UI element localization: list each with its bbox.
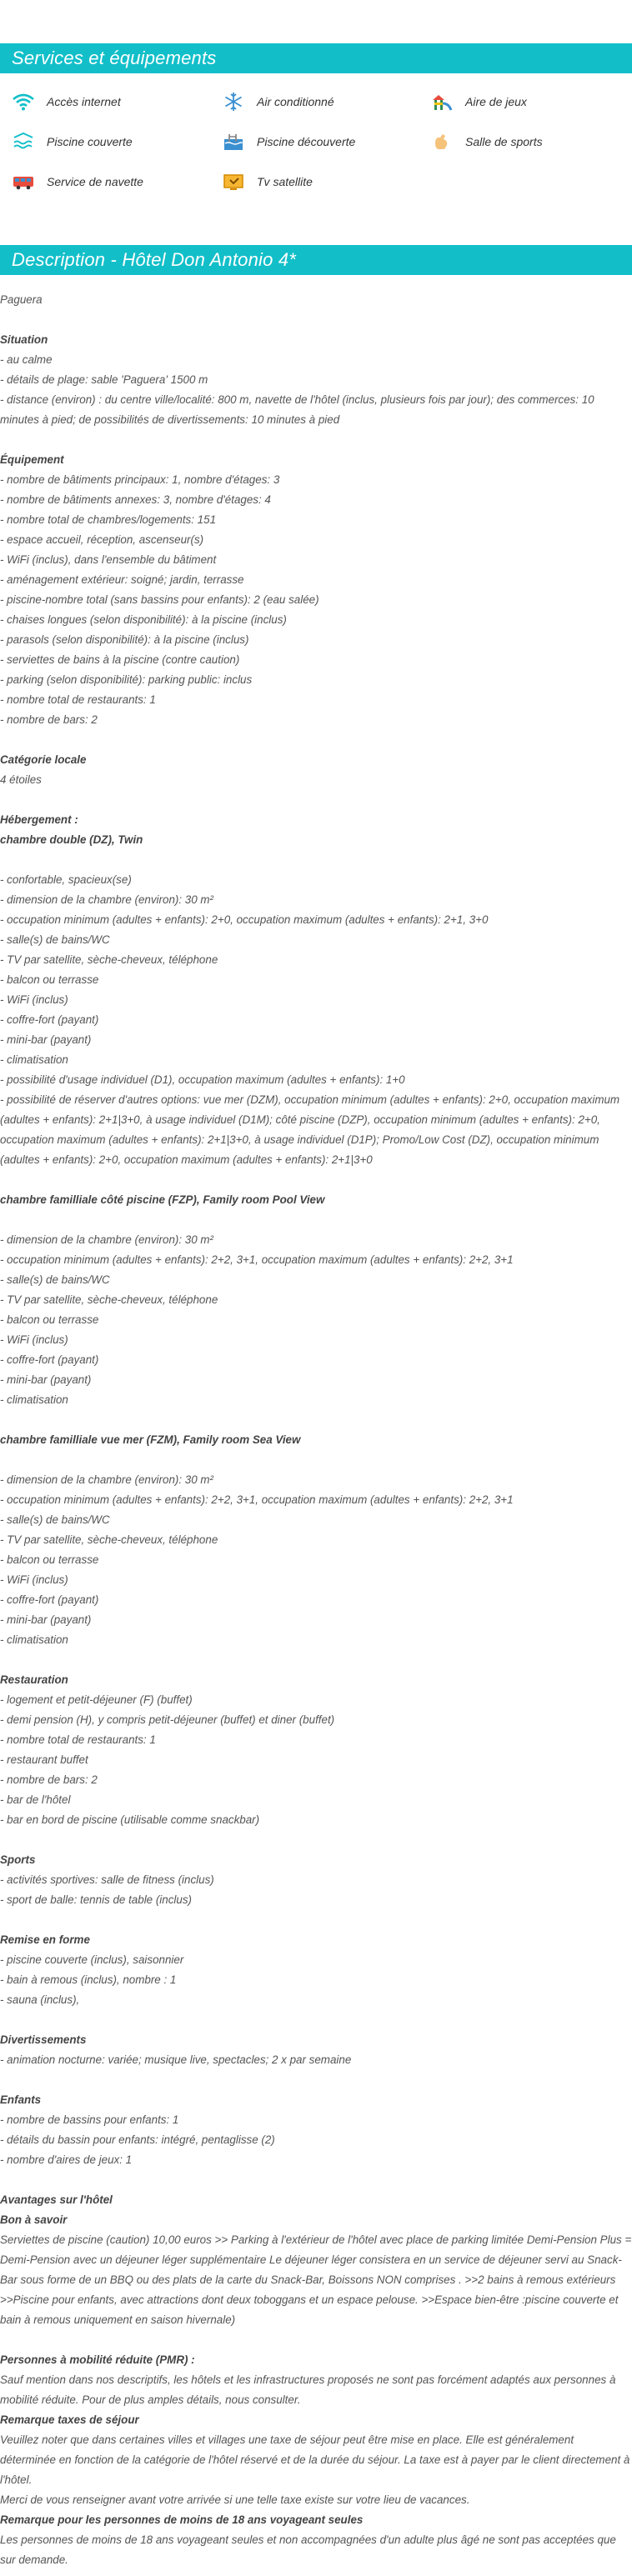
description-heading: Enfants [0,2093,42,2106]
description-line: - espace accueil, réception, ascenseur(s) [0,533,204,546]
description-line: - dimension de la chambre (environ): 30 m² [0,1233,214,1246]
description-line: - nombre de bassins pour enfants: 1 [0,2113,179,2126]
description-line: - WiFi (inclus) [0,1573,68,1586]
description-heading: chambre double (DZ), Twin [0,833,143,846]
description-line: - mini-bar (payant) [0,1033,92,1046]
description-heading: Divertissements [0,2033,87,2046]
block-spacer [0,790,632,810]
block-spacer [0,1830,632,1850]
description-heading: Situation [0,333,48,346]
description-line: - TV par satellite, sèche-cheveux, téléphone [0,1293,218,1306]
snowflake-icon [220,90,247,113]
description-line: - occupation minimum (adultes + enfants): 2+2, 3+1, occupation maximum (adultes + enfants): 2+2, 3+1 [0,1253,514,1266]
description-line: - WiFi (inclus), dans l'ensemble du bâtiment [0,553,217,566]
amenity-label: Tv satellite [257,175,313,188]
description-heading: chambre familliale vue mer (FZM), Family room Sea View [0,1433,301,1446]
amenity-label: Service de navette [47,175,143,188]
block-spacer [0,730,632,750]
description-line: - nombre de bars: 2 [0,1773,98,1786]
amenity-label: Accès internet [47,95,121,108]
description-line: - climatisation [0,1633,68,1646]
description-line: - WiFi (inclus) [0,993,68,1006]
satellite-tv-icon [220,170,247,193]
block-spacer [0,1170,632,1190]
description-line: - coffre-fort (payant) [0,1353,99,1366]
description-heading: chambre familliale côté piscine (FZP), Family room Pool View [0,1193,325,1206]
description-line [0,1450,632,1470]
description-line: - TV par satellite, sèche-cheveux, téléphone [0,1533,218,1546]
description-line: - WiFi (inclus) [0,1333,68,1346]
description-line: - coffre-fort (payant) [0,1593,99,1606]
description-line: - dimension de la chambre (environ): 30 m² [0,1473,214,1486]
description-line: - balcon ou terrasse [0,1553,99,1566]
indoor-pool-icon [10,130,37,153]
description-line: - restaurant buffet [0,1753,88,1766]
description-line: - activités sportives: salle de fitness (inclus) [0,1873,214,1886]
shuttle-bus-icon [10,170,37,193]
description-line: - climatisation [0,1053,68,1066]
description-line: - occupation minimum (adultes + enfants): 2+2, 3+1, occupation maximum (adultes + enfants): 2+2, 3+1 [0,1493,514,1506]
description-line: Paguera [0,293,43,306]
block-spacer [0,1910,632,1930]
description-heading: Restauration [0,1673,68,1686]
description-heading: Remarque taxes de séjour [0,2413,139,2426]
description-line: - bain à remous (inclus), nombre : 1 [0,1973,177,1986]
description-heading: Hébergement : [0,813,78,826]
services-section-title: Services et équipements [0,43,632,73]
amenity-air-conditioning [220,88,334,115]
block-spacer [0,2010,632,2030]
description-line: - mini-bar (payant) [0,1613,92,1626]
amenity-indoor-pool [10,128,133,155]
block-spacer [0,430,632,450]
block-spacer [0,1650,632,1670]
description-line: - détails du bassin pour enfants: intégré, pentaglisse (2) [0,2133,275,2146]
description-line: - piscine-nombre total (sans bassins pour enfants): 2 (eau salée) [0,593,319,606]
description-line: - nombre de bâtiments annexes: 3, nombre d'étages: 4 [0,493,271,506]
fitness-icon [429,130,455,153]
description-line: - dimension de la chambre (environ): 30 m² [0,893,214,906]
description-line: - nombre total de restaurants: 1 [0,1733,156,1746]
amenities-grid [0,88,632,205]
description-line: - nombre total de chambres/logements: 151 [0,513,217,526]
description-line: - piscine couverte (inclus), saisonnier [0,1953,184,1966]
description-line: - salle(s) de bains/WC [0,933,110,946]
description-line: - coffre-fort (payant) [0,1013,99,1026]
description-line: Les personnes de moins de 18 ans voyageant seules et non accompagnées d'un adulte plus âgé ne sont pas acceptées que sur demande. [0,2533,616,2566]
amenity-shuttle [10,168,143,195]
description-line: Veuillez noter que dans certaines villes et villages une taxe de séjour peut être mise en place. Elle est généralement déterminée en fonction de la catégorie de l'hôtel réservé et de la durée du séjour. La taxe est à payer par le client directement à l'hôtel. [0,2433,630,2486]
description-line: - aménagement extérieur: soigné; jardin, terrasse [0,573,244,586]
description-line: - bar de l'hôtel [0,1793,71,1806]
outdoor-pool-icon [220,130,247,153]
amenity-outdoor-pool [220,128,355,155]
description-line: - détails de plage: sable 'Paguera' 1500 m [0,373,208,386]
description-line: Merci de vous renseigner avant votre arrivée si une telle taxe existe sur votre lieu de vacances. [0,2493,470,2506]
amenity-label: Air conditionné [257,95,334,108]
description-line: - parking (selon disponibilité): parking public: inclus [0,673,253,686]
block-spacer [0,1410,632,1430]
description-heading: Avantages sur l'hôtel [0,2193,113,2206]
wifi-icon [10,90,37,113]
amenity-satellite-tv [220,168,313,195]
description-heading: Remarque pour les personnes de moins de 18 ans voyageant seules [0,2513,364,2526]
description-line: - au calme [0,353,53,366]
description-line: - sauna (inclus), [0,1993,80,2006]
amenity-label: Piscine couverte [47,135,133,148]
description-line: - distance (environ) : du centre ville/localité: 800 m, navette de l'hôtel (inclus, plusieurs fois par jour); des commerces: 10 minutes à pied; de possibilités de divertissements: 10 minutes à pied [0,393,594,426]
description-line: - mini-bar (payant) [0,1373,92,1386]
description-line: - nombre de bars: 2 [0,713,98,726]
block-spacer [0,310,632,330]
description-heading: Sports [0,1853,36,1866]
block-spacer [0,2330,632,2350]
description-line: - nombre d'aires de jeux: 1 [0,2153,133,2166]
description-line: - animation nocturne: variée; musique live, spectacles; 2 x par semaine [0,2053,352,2066]
block-spacer [0,2170,632,2190]
description-heading: Équipement [0,453,64,466]
description-line: 4 étoiles [0,773,42,786]
description-line: Sauf mention dans nos descriptifs, les hôtels et les infrastructures proposés ne sont pas forcément adaptés aux personnes à mobilité réduite. Pour de plus amples détails, nous consulter. [0,2373,616,2406]
description-line: - balcon ou terrasse [0,973,99,986]
description-line [0,1210,632,1230]
amenity-label: Aire de jeux [465,95,527,108]
block-spacer [0,2070,632,2090]
amenity-playground [429,88,527,115]
description-line: - bar en bord de piscine (utilisable comme snackbar) [0,1813,260,1826]
description-heading: Personnes à mobilité réduite (PMR) : [0,2353,195,2366]
description-line: - chaises longues (selon disponibilité): à la piscine (inclus) [0,613,287,626]
amenity-label: Salle de sports [465,135,543,148]
description-line: - possibilité de réserver d'autres options: vue mer (DZM), occupation minimum (adultes + enfants): 2+0, occupation maximum (adultes + enfants): 2+1|3+0, à usage individuel (D1M); côté piscine (DZP), occupation minimum (adultes + enfants): 2+0, occupation maximum (adultes + enfants): 2+1|3+0, à usage individuel (D1P); Promo/Low Cost (DZ), occupation minimum (adultes + enfants): 2+0, occupation maximum (adultes + enfants): 2+1|3+0 [0,1093,620,1166]
amenity-internet [10,88,121,115]
description-line: - sport de balle: tennis de table (inclus) [0,1893,192,1906]
description-line: - climatisation [0,1393,68,1406]
description-line: - parasols (selon disponibilité): à la piscine (inclus) [0,633,249,646]
description-line: - confortable, spacieux(se) [0,873,132,886]
description-line: - possibilité d'usage individuel (D1), occupation maximum (adultes + enfants): 1+0 [0,1073,405,1086]
description-line: - nombre de bâtiments principaux: 1, nombre d'étages: 3 [0,473,280,486]
description-line: - salle(s) de bains/WC [0,1273,110,1286]
description-line: - occupation minimum (adultes + enfants): 2+0, occupation maximum (adultes + enfants): 2+1, 3+0 [0,913,489,926]
description-line: - TV par satellite, sèche-cheveux, téléphone [0,953,218,966]
amenity-fitness [429,128,543,155]
description-line: - logement et petit-déjeuner (F) (buffet) [0,1693,193,1706]
description-heading: Catégorie locale [0,753,87,766]
description-line [0,850,632,870]
description-line: - balcon ou terrasse [0,1313,99,1326]
description-section-title: Description - Hôtel Don Antonio 4* [0,245,632,275]
hotel-description [0,290,632,2570]
description-line: - salle(s) de bains/WC [0,1513,110,1526]
description-line: - demi pension (H), y compris petit-déjeuner (buffet) et diner (buffet) [0,1713,335,1726]
description-line: Serviettes de piscine (caution) 10,00 euros >> Parking à l'extérieur de l'hôtel avec place de parking limitée Demi-Pension Plus = Demi-Pension avec un déjeuner léger supplémentaire Le déjeuner léger consistera en un service de déjeuner servi au Snack-Bar sous forme de un BBQ ou des plats de la carte du Snack-Bar, Boissons NON comprises . >>2 bains à remous extérieurs >>Piscine pour enfants, avec attractions dont deux toboggans et un espace pelouse. >>Espace bien-être :piscine couverte et bain à remous uniquement en saison hivernale) [0,2233,632,2326]
description-line: - serviettes de bains à la piscine (contre caution) [0,653,240,666]
playground-icon [429,90,455,113]
amenity-label: Piscine découverte [257,135,356,148]
description-heading: Bon à savoir [0,2213,68,2226]
description-heading: Remise en forme [0,1933,90,1946]
description-line: - nombre total de restaurants: 1 [0,693,156,706]
